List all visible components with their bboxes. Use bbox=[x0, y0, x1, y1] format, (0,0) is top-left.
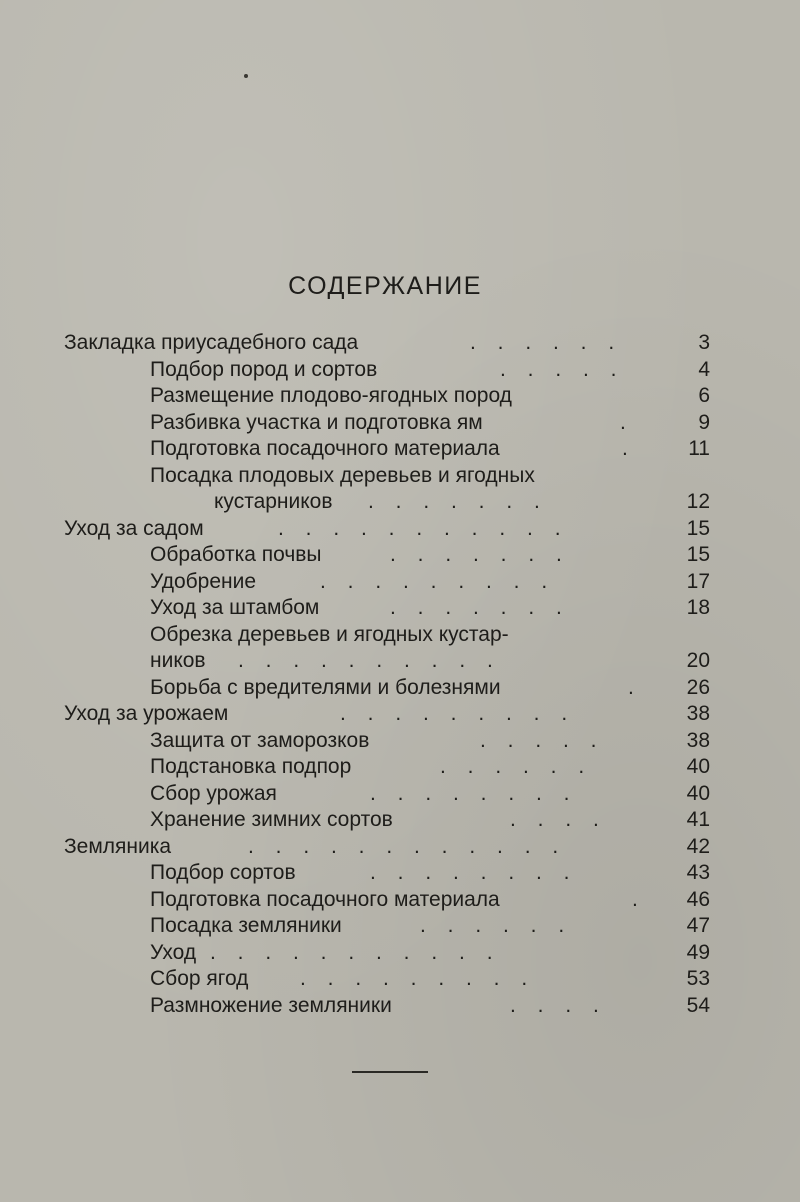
toc-entry-label: Размещение плодово-ягодных пород bbox=[150, 384, 512, 407]
toc-entry-label: Подстановка подпор bbox=[150, 755, 352, 778]
toc-entry-label: Размножение земляники bbox=[150, 993, 392, 1017]
toc-subsection bbox=[60, 622, 710, 649]
toc-entry-label: Подготовка посадочного материала bbox=[150, 437, 500, 460]
toc-page-number: 12 bbox=[686, 490, 710, 513]
toc-entry-label: Уход за садом bbox=[64, 516, 204, 540]
toc-page-number: 38 bbox=[686, 728, 710, 752]
toc-subsection bbox=[60, 463, 710, 490]
toc-entry-label: Подготовка посадочного материала bbox=[150, 887, 500, 911]
toc-leader-dots: . . . . . . . . bbox=[370, 781, 578, 805]
toc-leader-dots: . . . . . . . bbox=[390, 596, 570, 619]
toc-page-number: 54 bbox=[686, 993, 710, 1017]
toc-subsection bbox=[60, 383, 710, 410]
toc-subsection bbox=[60, 807, 710, 834]
toc-section bbox=[60, 701, 710, 728]
toc-page-number: 41 bbox=[686, 808, 710, 831]
table-of-contents bbox=[60, 330, 710, 1019]
toc-subsection-continued bbox=[60, 648, 710, 675]
toc-subsection bbox=[60, 436, 710, 463]
toc-page-number: 40 bbox=[686, 781, 710, 805]
toc-subsection bbox=[60, 754, 710, 781]
toc-subsection bbox=[60, 887, 710, 914]
toc-leader-dots: . . . . . . . . . bbox=[300, 967, 536, 990]
toc-subsection bbox=[60, 542, 710, 569]
toc-entry-label: Обрезка деревьев и ягодных кустар- bbox=[150, 622, 509, 646]
toc-subsection-continued bbox=[60, 489, 710, 516]
toc-page-number: 4 bbox=[698, 357, 710, 381]
toc-page-number: 47 bbox=[686, 914, 710, 937]
toc-leader-dots: . . . . . . . . . bbox=[340, 702, 576, 725]
toc-entry-label: Разбивка участка и подготовка ям bbox=[150, 410, 483, 434]
toc-leader-dots: . . . . . . . . . . . . bbox=[248, 834, 567, 858]
toc-leader-dots: . . . . . bbox=[480, 728, 605, 752]
toc-page-number: 9 bbox=[698, 410, 710, 434]
toc-entry-label: Уход bbox=[150, 940, 197, 964]
toc-leader-dots: . . . . . . bbox=[470, 331, 623, 354]
toc-entry-label: Хранение зимних сортов bbox=[150, 808, 393, 831]
toc-page-number: 15 bbox=[686, 543, 710, 566]
toc-section bbox=[60, 516, 710, 543]
toc-entry-label: Обработка почвы bbox=[150, 543, 322, 566]
toc-leader-dots: . bbox=[632, 887, 646, 911]
page-title: СОДЕРЖАНИЕ bbox=[288, 272, 482, 300]
toc-leader-dots: . . . . . . . bbox=[390, 543, 570, 566]
toc-entry-label: ников bbox=[150, 649, 206, 672]
toc-page-number: 49 bbox=[686, 940, 710, 964]
toc-subsection bbox=[60, 993, 710, 1020]
toc-leader-dots: . . . . . . bbox=[420, 914, 573, 937]
toc-leader-dots: . bbox=[622, 437, 636, 460]
toc-entry-label: Посадка земляники bbox=[150, 914, 342, 937]
toc-entry-label: кустарников bbox=[214, 490, 333, 513]
toc-section bbox=[60, 330, 710, 357]
toc-page-number: 38 bbox=[686, 702, 710, 725]
toc-page-number: 3 bbox=[698, 331, 710, 354]
toc-entry-label: Подбор сортов bbox=[150, 861, 296, 884]
toc-leader-dots: . . . . . . . . . . . bbox=[278, 516, 569, 540]
toc-entry-label: Сбор урожая bbox=[150, 781, 277, 805]
toc-leader-dots: . . . . . . bbox=[440, 755, 593, 778]
toc-subsection bbox=[60, 728, 710, 755]
toc-leader-dots: . . . . . . . bbox=[368, 490, 548, 513]
toc-leader-dots: . . . . . . . . . . . bbox=[210, 940, 501, 964]
toc-entry-label: Защита от заморозков bbox=[150, 728, 370, 752]
toc-subsection bbox=[60, 357, 710, 384]
toc-subsection bbox=[60, 913, 710, 940]
toc-entry-label: Уход за урожаем bbox=[64, 702, 229, 725]
toc-page-number: 53 bbox=[686, 967, 710, 990]
toc-page-number: 26 bbox=[686, 675, 710, 699]
toc-subsection bbox=[60, 410, 710, 437]
toc-page-number: 6 bbox=[698, 384, 710, 407]
toc-leader-dots: . bbox=[628, 675, 642, 699]
toc-leader-dots: . . . . . . . . . . bbox=[238, 649, 501, 672]
toc-leader-dots: . . . . bbox=[510, 808, 607, 831]
toc-leader-dots: . . . . . . . . . bbox=[320, 569, 556, 593]
toc-entry-label: Подбор пород и сортов bbox=[150, 357, 378, 381]
toc-leader-dots: . . . . . bbox=[500, 357, 625, 381]
toc-entry-label: Борьба с вредителями и болезнями bbox=[150, 675, 501, 699]
toc-page-number: 42 bbox=[686, 834, 710, 858]
end-rule bbox=[352, 1071, 428, 1073]
toc-page-number: 20 bbox=[686, 649, 710, 672]
toc-subsection bbox=[60, 860, 710, 887]
toc-subsection bbox=[60, 569, 710, 596]
toc-page-number: 18 bbox=[686, 596, 710, 619]
toc-entry-label: Закладка приусадебного сада bbox=[64, 331, 359, 354]
toc-page-number: 11 bbox=[688, 437, 710, 460]
toc-leader-dots: . . . . . . . . bbox=[370, 861, 578, 884]
toc-section bbox=[60, 834, 710, 861]
toc-leader-dots: . bbox=[620, 410, 634, 434]
toc-entry-label: Земляника bbox=[64, 834, 172, 858]
toc-subsection bbox=[60, 940, 710, 967]
toc-entry-label: Удобрение bbox=[150, 569, 257, 593]
toc-entry-label: Уход за штамбом bbox=[150, 596, 320, 619]
toc-page-number: 40 bbox=[686, 755, 710, 778]
paper-speck bbox=[244, 74, 248, 78]
toc-page-number: 43 bbox=[686, 861, 710, 884]
toc-entry-label: Сбор ягод bbox=[150, 967, 249, 990]
toc-subsection bbox=[60, 675, 710, 702]
toc-subsection bbox=[60, 966, 710, 993]
toc-subsection bbox=[60, 595, 710, 622]
toc-leader-dots: . . . . bbox=[510, 993, 607, 1017]
toc-page-number: 17 bbox=[686, 569, 710, 593]
toc-page-number: 46 bbox=[686, 887, 710, 911]
toc-subsection bbox=[60, 781, 710, 808]
toc-page-number: 15 bbox=[686, 516, 710, 540]
toc-entry-label: Посадка плодовых деревьев и ягодных bbox=[150, 463, 535, 487]
